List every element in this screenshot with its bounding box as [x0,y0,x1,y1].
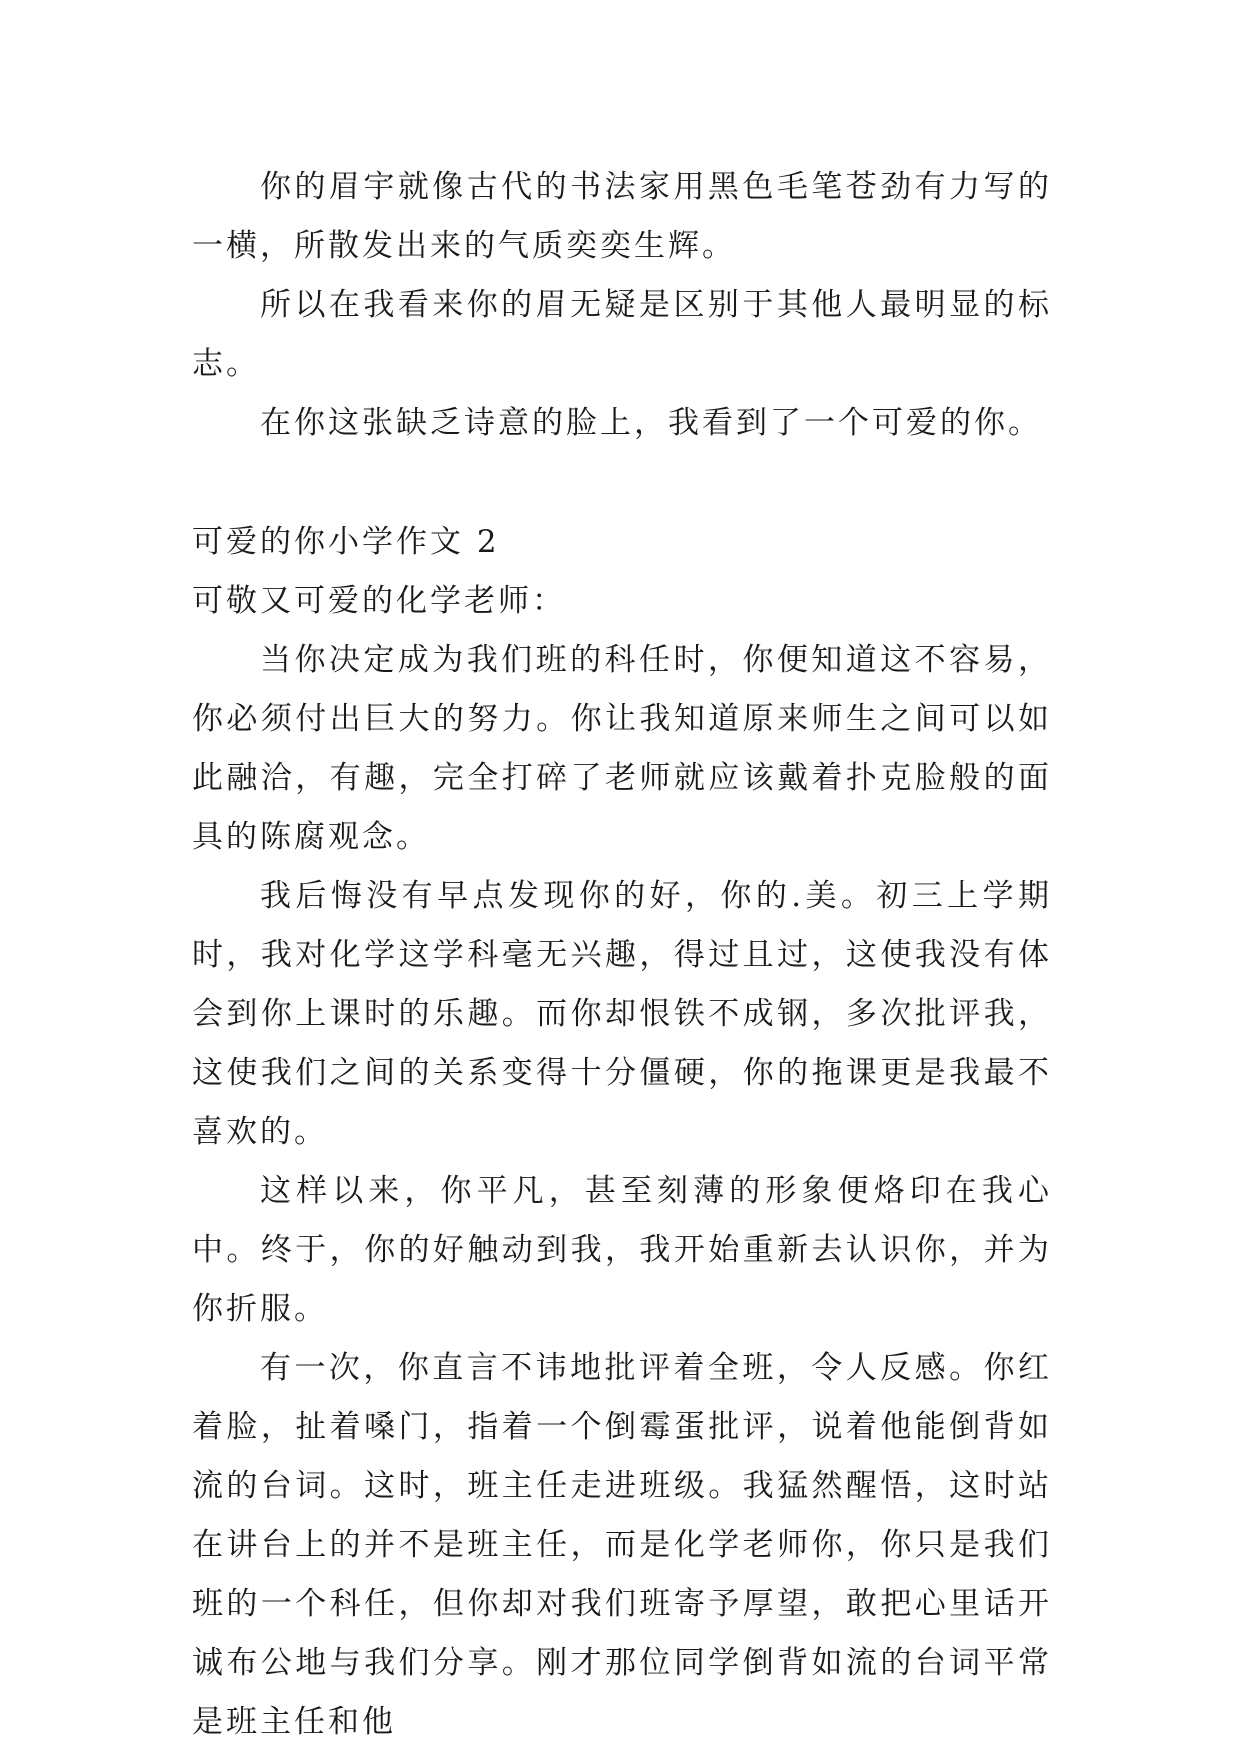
document-content [192,158,1052,1752]
paragraph-body-2: 我后悔没有早点发现你的好，你的.美。初三上学期时，我对化学这学科毫无兴趣，得过且过，这使我没有体会到你上课时的乐趣。而你却恨铁不成钢，多次批评我，这使我们之间的关系变得十分僵硬，你的拖课更是我最不喜欢的。 [192,878,1052,1150]
paragraph-eyebrow: 你的眉宇就像古代的书法家用黑色毛笔苍劲有力写的一横，所散发出来的气质奕奕生辉。 [192,169,1052,264]
salutation: 可敬又可爱的化学老师： [192,583,566,619]
section-spacer [192,453,1052,513]
paragraph-body-1: 当你决定成为我们班的科任时，你便知道这不容易，你必须付出巨大的努力。你让我知道原来师生之间可以如此融洽，有趣，完全打碎了老师就应该戴着扑克脸般的面具的陈腐观念。 [192,642,1052,855]
paragraph-body-3: 这样以来，你平凡，甚至刻薄的形象便烙印在我心中。终于，你的好触动到我，我开始重新去认识你，并为你折服。 [192,1173,1052,1327]
section-title: 可爱的你小学作文 2 [192,524,500,560]
paragraph-body-4: 有一次，你直言不讳地批评着全班，令人反感。你红着脸，扯着嗓门，指着一个倒霉蛋批评，说着他能倒背如流的台词。这时，班主任走进班级。我猛然醒悟，这时站在讲台上的并不是班主任，而是化学老师你，你只是我们班的一个科任，但你却对我们班寄予厚望，敢把心里话开诚布公地与我们分享。刚才那位同学倒背如流的台词平常是班主任和他 [192,1350,1052,1740]
paragraph-closing: 在你这张缺乏诗意的脸上，我看到了一个可爱的你。 [260,405,1042,441]
paragraph-eyebrow-conclusion: 所以在我看来你的眉无疑是区别于其他人最明显的标志。 [192,287,1052,382]
